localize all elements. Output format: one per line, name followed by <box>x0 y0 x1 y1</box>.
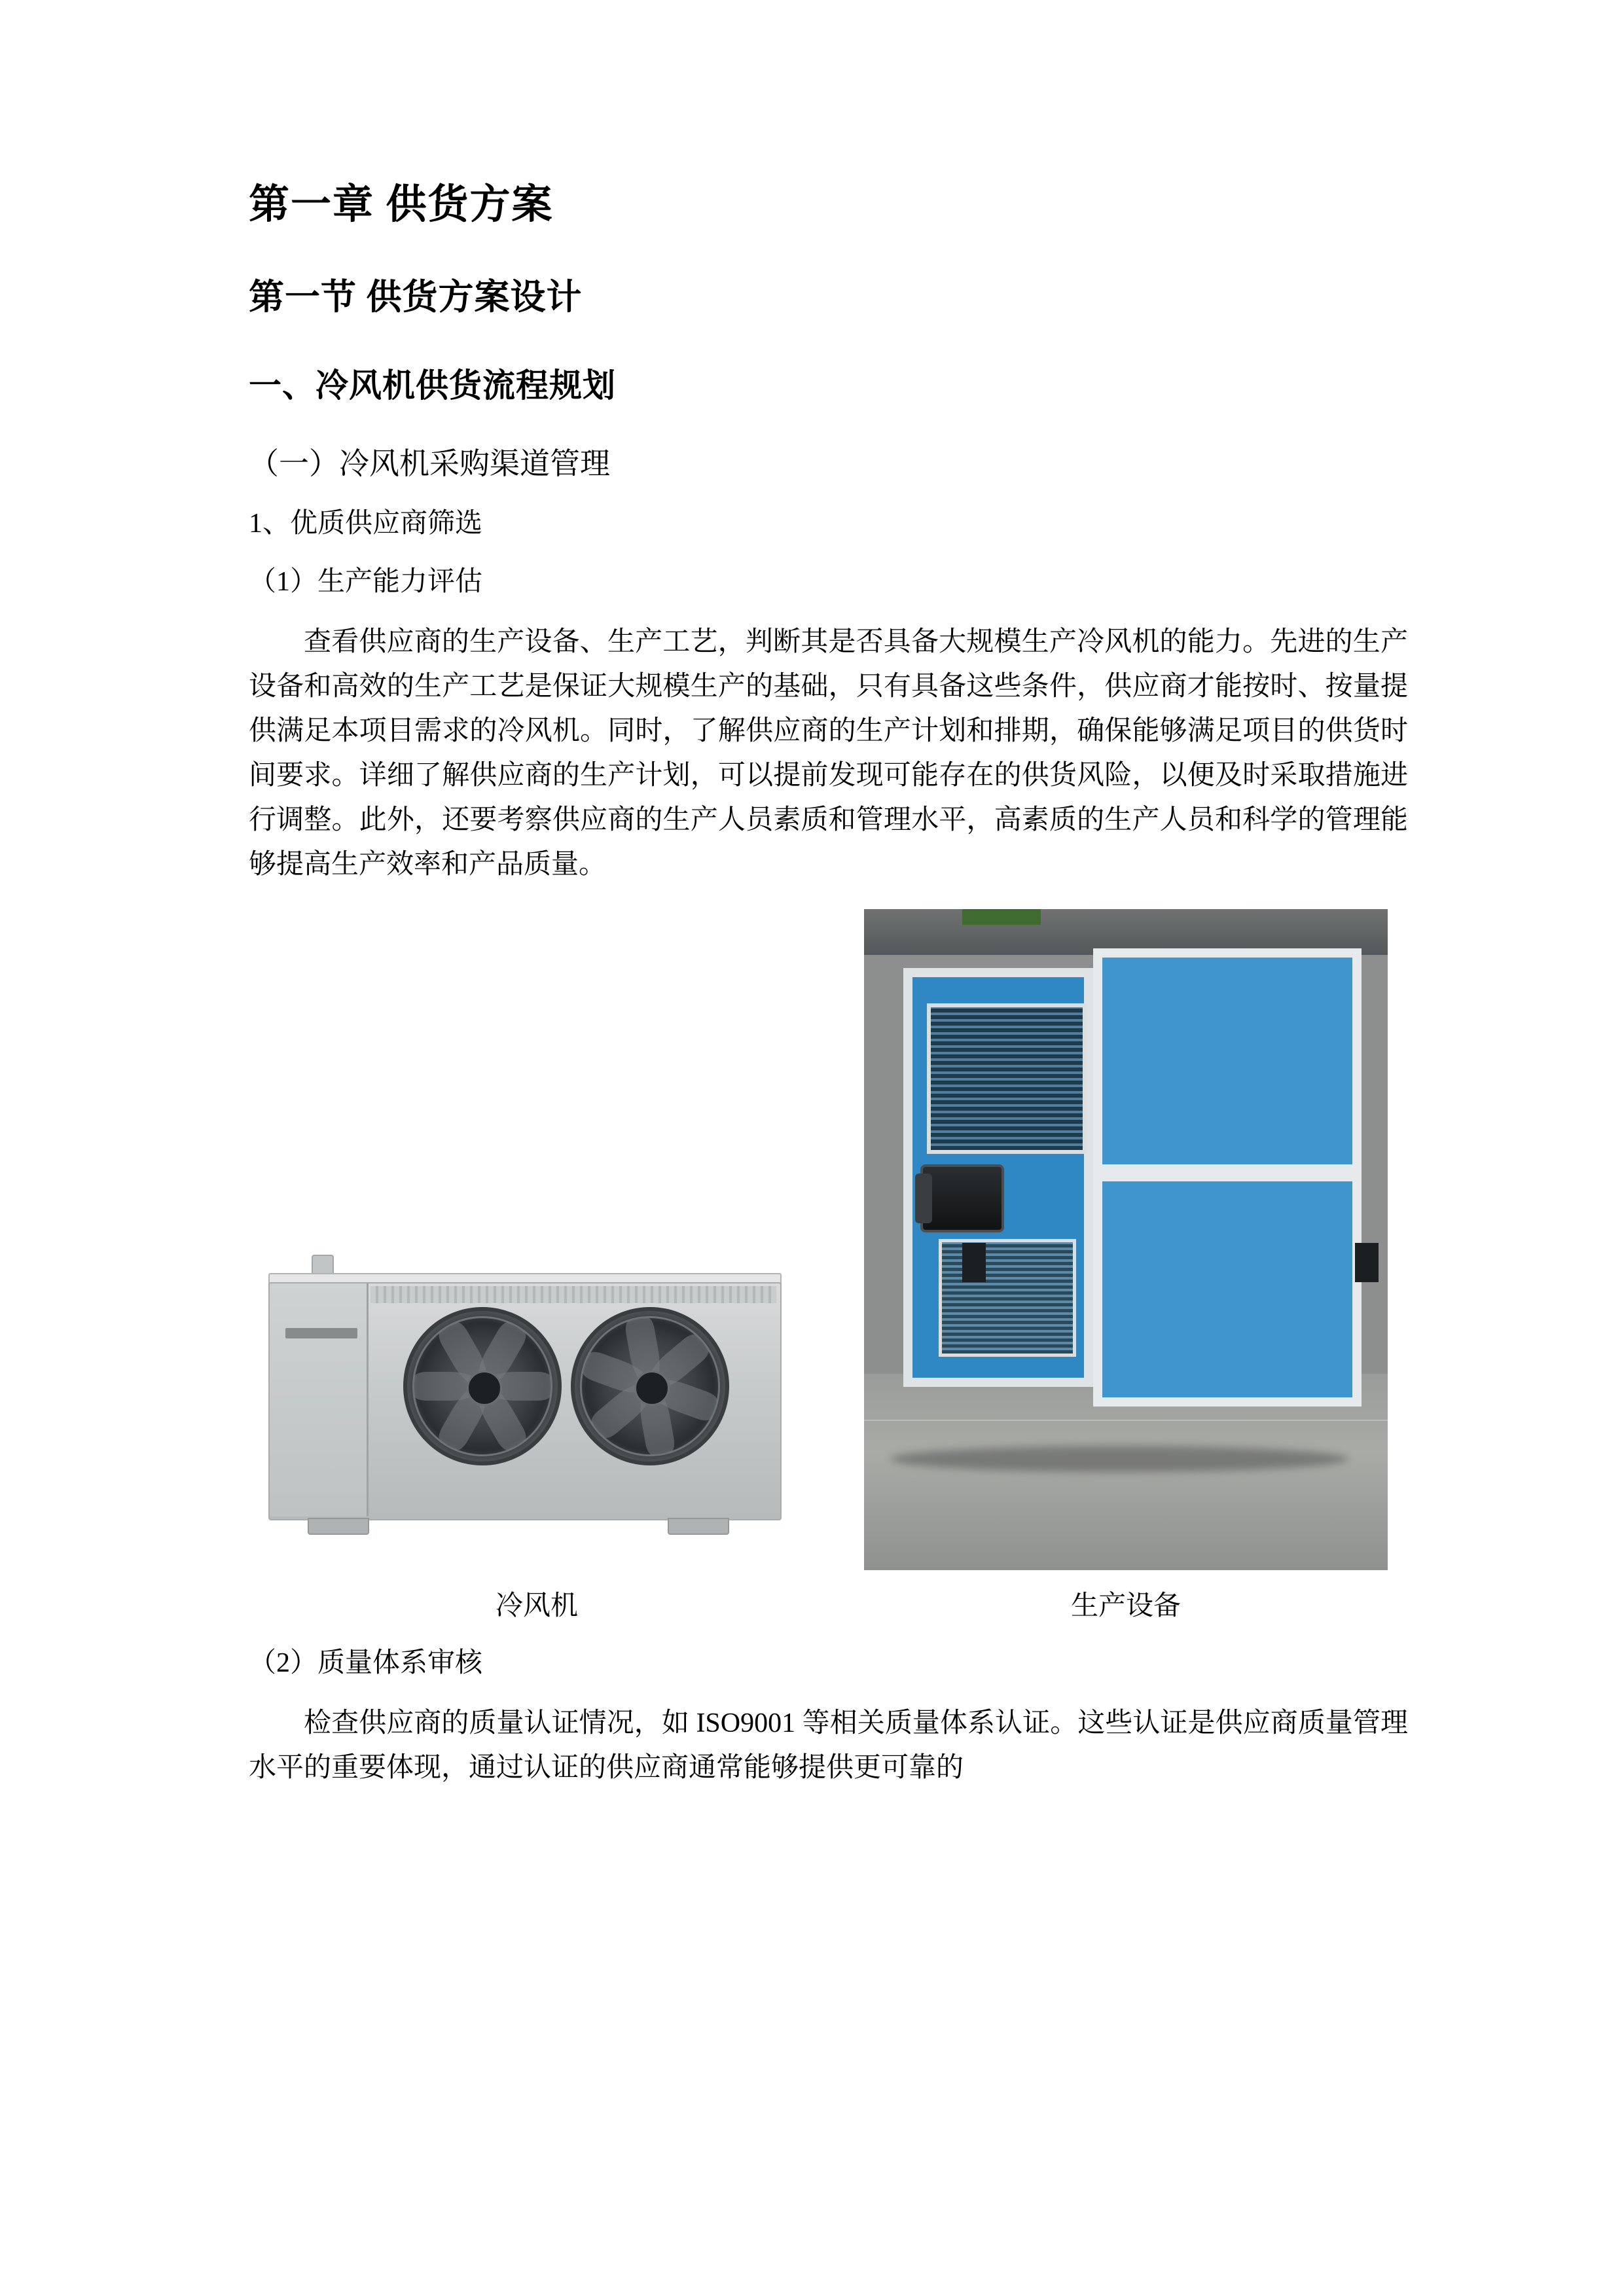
list-item-sub-2: （2）质量体系审核 <box>249 1648 483 1679</box>
figure-caption-right: 生产设备 <box>1070 1591 1181 1622</box>
heading-level-1: 一、冷风机供货流程规划 <box>249 367 616 404</box>
figure-block <box>249 909 1408 1626</box>
figure-air-cooler <box>249 1243 825 1626</box>
figure-row <box>249 909 1408 1626</box>
fan-icon-left <box>403 1307 562 1465</box>
list-item-sub-1: （1）生产能力评估 <box>249 567 483 598</box>
equipment-body <box>903 948 1362 1407</box>
fan-icon-right <box>571 1307 729 1465</box>
equipment-shadow <box>890 1446 1348 1472</box>
cooler-side-panel <box>270 1283 369 1516</box>
fan-hub <box>467 1371 502 1406</box>
equipment-grille-top <box>927 1003 1087 1154</box>
list-item-numbered: 1、优质供应商筛选 <box>249 509 483 539</box>
heading-level-2: （一）冷风机采购渠道管理 <box>249 447 610 481</box>
paragraph-production-capacity: 查看供应商的生产设备、生产工艺，判断其是否具备大规模生产冷风机的能力。先进的生产设备和高效的生产工艺是保证大规模生产的基础，只有具备这些条件，供应商才能按时、按量提供满足本项目需求的冷风机。同时，了解供应商的生产计划和排期，确保能够满足项目的供货时间要求。详细了解供应商的生产计划，可以提前发现可能存在的供货风险，以便及时采取措施进行调整。此外，还要考察供应商的生产人员素质和管理水平，高素质的生产人员和科学的管理能够提高生产效率和产品质量。 <box>249 627 1408 880</box>
green-marker <box>962 909 1041 925</box>
equipment-leg <box>1355 1243 1379 1282</box>
fan-hub <box>634 1371 670 1406</box>
chapter-title: 第一章 供货方案 <box>249 183 554 227</box>
air-cooler-photo <box>249 1243 825 1570</box>
figure-caption-left: 冷风机 <box>495 1591 578 1622</box>
figure-production-equipment <box>864 909 1388 1626</box>
cooler-foot <box>308 1518 369 1535</box>
cooler-foot <box>668 1518 729 1535</box>
equipment-grille-bottom <box>939 1239 1076 1357</box>
paragraph-quality-system: 检查供应商的质量认证情况，如 ISO9001 等相关质量体系认证。这些认证是供应商质量管理水平的重要体现，通过认证的供应商通常能够提供更可靠的 <box>249 1708 1408 1784</box>
production-equipment-photo <box>864 909 1388 1570</box>
equipment-trim-band <box>1093 1164 1362 1181</box>
equipment-duct <box>920 1164 1004 1232</box>
section-title: 第一节 供货方案设计 <box>249 277 583 317</box>
cooler-brand-label <box>285 1328 357 1338</box>
equipment-leg <box>962 1243 986 1282</box>
cooler-slats <box>370 1286 776 1303</box>
